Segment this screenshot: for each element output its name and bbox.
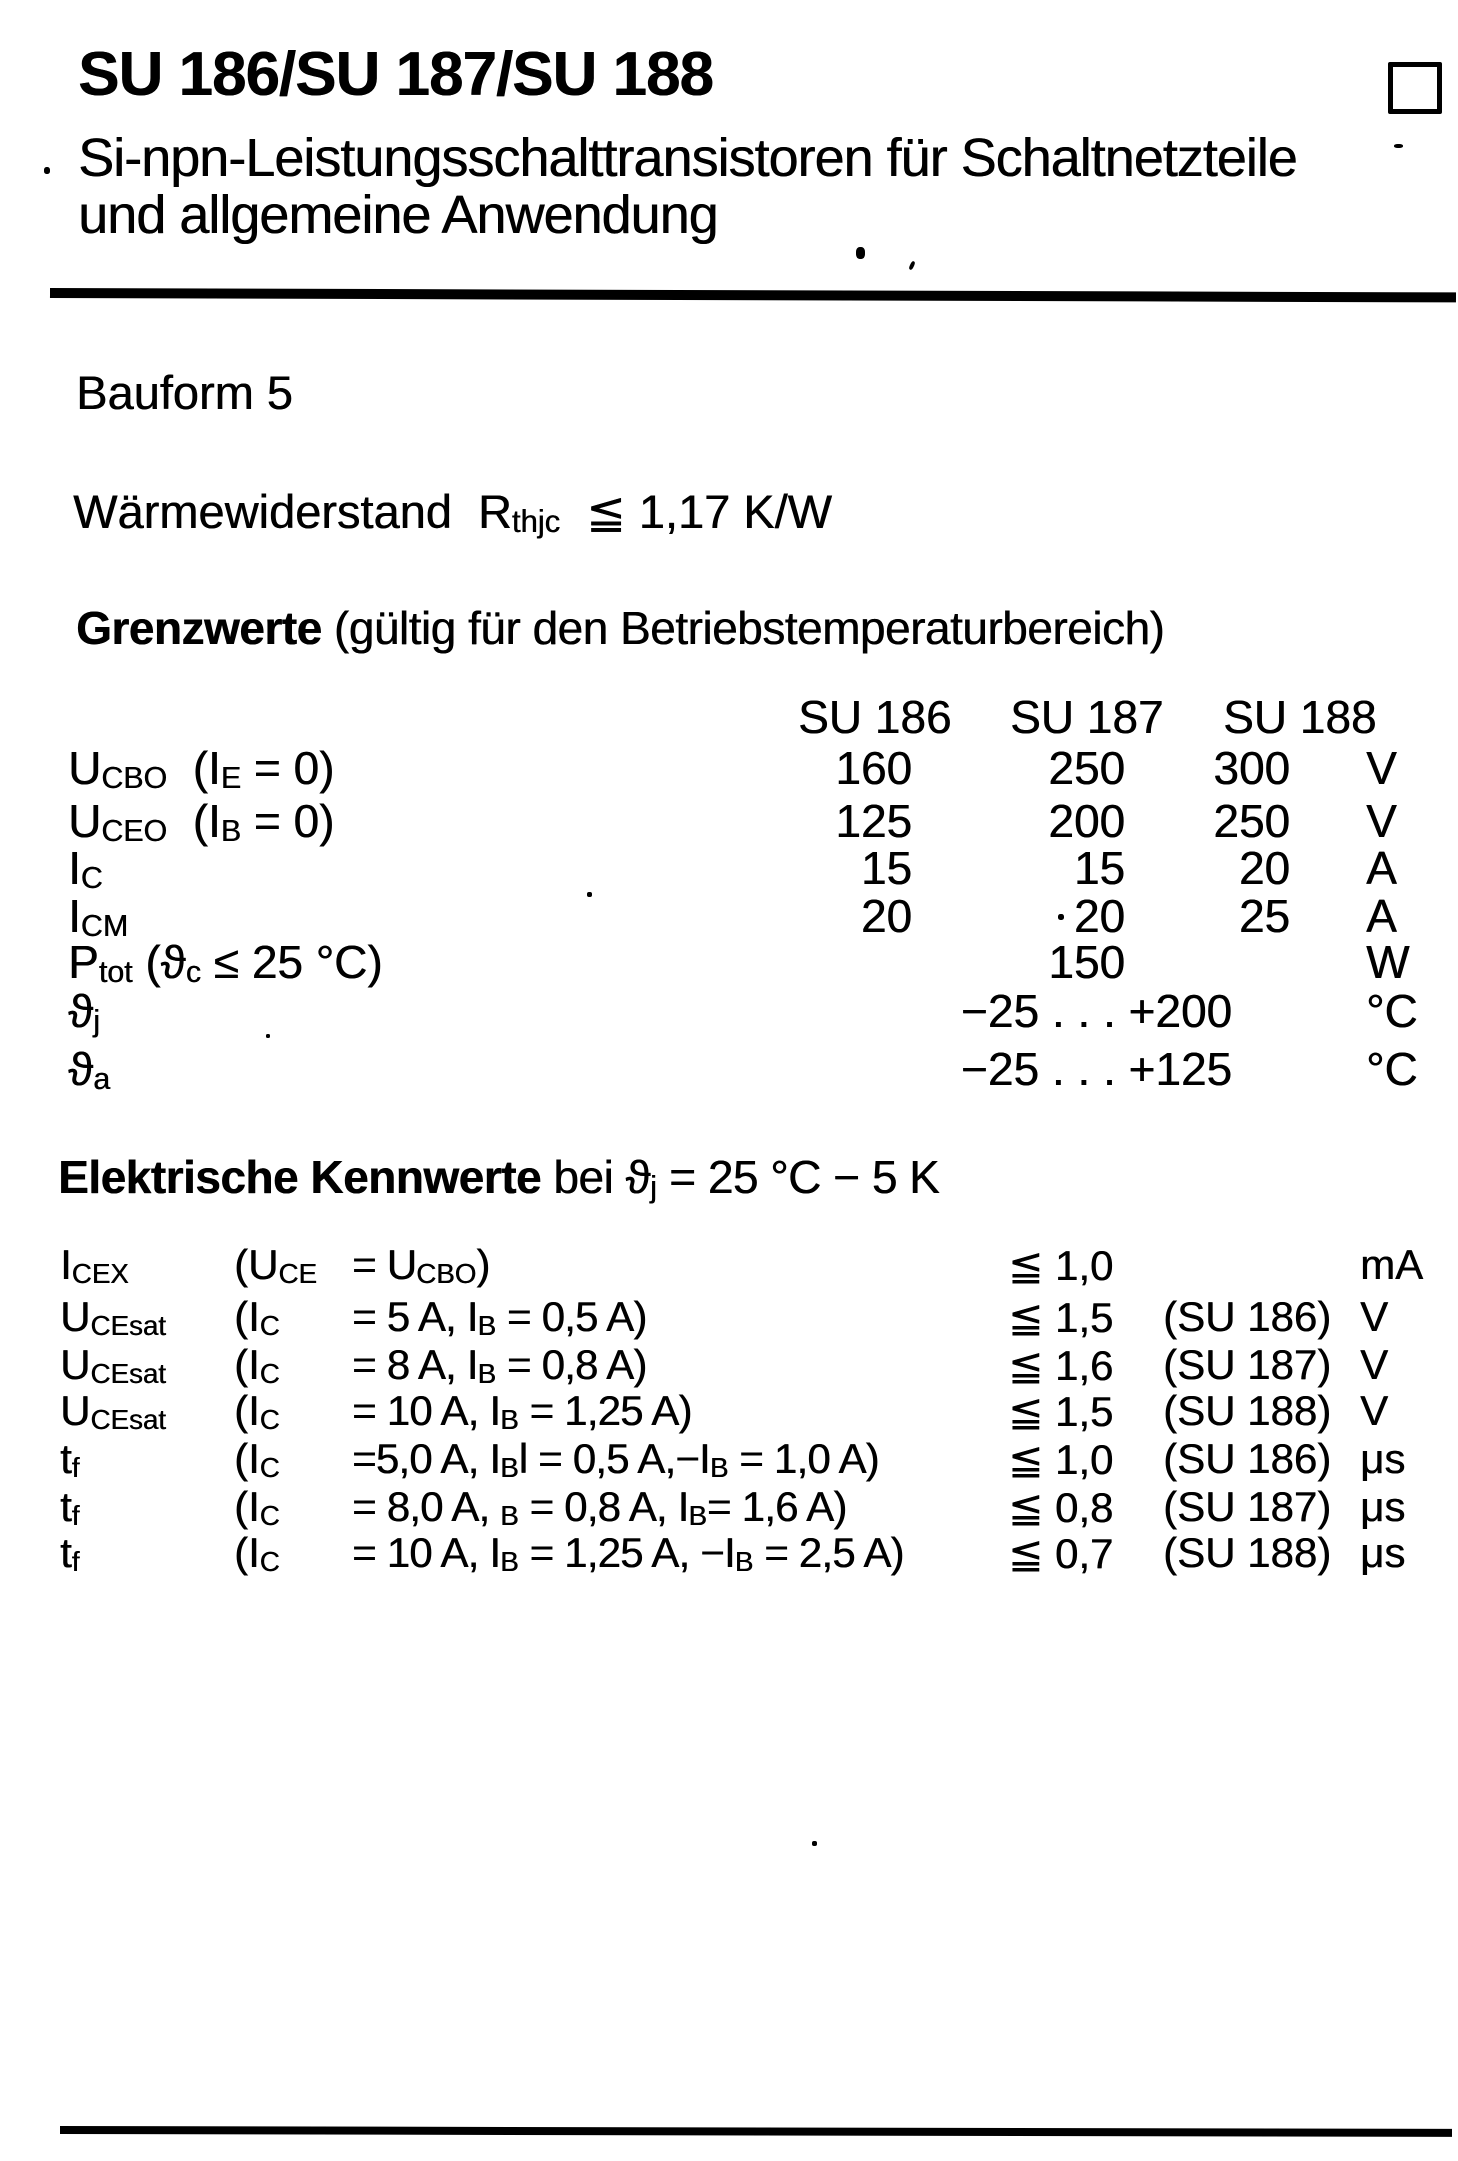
unit: V: [1366, 795, 1397, 847]
unit: A: [1366, 890, 1397, 942]
divider-bottom: [60, 2126, 1452, 2137]
device-variant: (SU 188): [1163, 1387, 1332, 1434]
value-range: −25 . . . +200: [960, 985, 1232, 1037]
condition-lhs: ($I_C$: [234, 1341, 280, 1389]
kennwerte-heading: [58, 1152, 939, 1204]
scan-speck: [44, 167, 50, 174]
column-header-su186: SU 186: [798, 691, 952, 743]
value-su186: 125: [835, 795, 912, 847]
scan-speck: [908, 261, 915, 271]
condition-lhs: ($I_C$: [234, 1387, 280, 1435]
device-variant: (SU 188): [1163, 1529, 1332, 1576]
param-symbol: $t_f$: [60, 1435, 80, 1483]
param-symbol: $t_f$: [60, 1483, 80, 1531]
bauform-label: Bauform 5: [76, 366, 293, 419]
condition-rhs: = 10 A, $I_B = 1,25$ A): [352, 1387, 692, 1435]
column-header-su188: SU 188: [1223, 691, 1377, 743]
unit: °C: [1366, 1043, 1418, 1095]
limit-value: ≦ 0,7: [1008, 1530, 1114, 1577]
param-symbol: $U_{CEsat}$: [60, 1293, 166, 1341]
unit: V: [1366, 742, 1397, 794]
divider-top: [50, 288, 1456, 302]
condition-rhs: = 8,0 A, $_B$ = 0,8 A, $I_B= 1,6$ A): [352, 1483, 847, 1531]
unit: W: [1366, 936, 1410, 988]
condition-rhs: =5,0 A, $I_Bl = 0,5$ $A,-I_B = 1,0$ A): [352, 1435, 879, 1483]
value-su186: 20: [860, 890, 912, 942]
limit-value: ≦ 1,0: [1008, 1436, 1114, 1483]
corner-checkbox: [1388, 62, 1442, 114]
param-symbol: $ϑ_j$: [68, 985, 100, 1039]
value-su188: 250: [1213, 795, 1290, 847]
condition-lhs: ($I_C$: [234, 1483, 280, 1531]
kennwerte-condition-subscript: j: [650, 1171, 657, 1205]
value-su186: 15: [860, 842, 912, 894]
unit: °C: [1366, 985, 1418, 1037]
param-symbol: $P_{tot}$ ($ϑ_c \le 25$ °C): [68, 936, 383, 990]
unit: V: [1360, 1387, 1389, 1434]
device-variant: (SU 187): [1163, 1341, 1332, 1388]
scan-speck: [1394, 144, 1403, 148]
value-su188: 300: [1213, 742, 1290, 794]
grenzwerte-heading: [76, 603, 1164, 655]
device-variant: (SU 187): [1163, 1483, 1332, 1530]
kennwerte-condition: bei ϑ: [540, 1151, 651, 1203]
param-symbol: $U_{CEsat}$: [60, 1341, 166, 1389]
value-su187: 15: [1073, 842, 1125, 894]
unit: V: [1360, 1341, 1389, 1388]
scan-speck: [587, 892, 592, 897]
unit: mA: [1360, 1241, 1423, 1288]
grenzwerte-subtitle: (gültig für den Betriebstemperaturbereich): [321, 602, 1165, 654]
param-symbol: $U_{CEO}$ $(I_B = 0)$: [68, 795, 335, 849]
value-su186: 160: [835, 742, 912, 794]
device-variant: (SU 186): [1163, 1293, 1332, 1340]
thermal-resistance-line: [73, 486, 832, 539]
kennwerte-condition-value: = 25 °C − 5 K: [656, 1151, 940, 1203]
unit: μs: [1360, 1435, 1406, 1482]
param-symbol: $I_{CEX}$: [60, 1241, 129, 1289]
unit: μs: [1360, 1529, 1406, 1576]
param-symbol: $U_{CEsat}$: [60, 1387, 166, 1435]
kennwerte-title: Elektrische Kennwerte: [58, 1151, 541, 1203]
limit-value: ≦ 1,0: [1008, 1242, 1114, 1289]
param-symbol: $I_C$: [68, 842, 103, 896]
condition-lhs: ($I_C$: [234, 1529, 280, 1577]
value-range: −25 . . . +125: [960, 1043, 1232, 1095]
condition-lhs: ($U_{CE}$: [234, 1241, 317, 1289]
limit-value: ≦ 1,5: [1008, 1294, 1114, 1341]
param-symbol: $I_{CM}$: [68, 890, 128, 944]
unit: A: [1366, 842, 1397, 894]
param-symbol: $U_{CBO}$ $(I_E = 0)$: [68, 742, 335, 796]
scan-speck: [856, 247, 865, 259]
limit-value: ≦ 1,5: [1008, 1388, 1114, 1435]
value-su188: 20: [1238, 842, 1290, 894]
thermal-value: ≦ 1,17 K/W: [560, 485, 832, 538]
scan-speck: [266, 1034, 270, 1038]
thermal-subscript: thjc: [511, 504, 561, 540]
condition-lhs: ($I_C$: [234, 1435, 280, 1483]
param-symbol: $t_f$: [60, 1529, 80, 1577]
unit: V: [1360, 1293, 1389, 1340]
grenzwerte-title: Grenzwerte: [76, 602, 322, 654]
page-title: SU 186/SU 187/SU 188: [78, 40, 713, 109]
param-symbol: $ϑ_a$: [68, 1043, 111, 1097]
thermal-text: Wärmewiderstand R: [73, 485, 512, 538]
value-su187: 200: [1048, 795, 1125, 847]
condition-rhs: = 5 A, $I_B = 0,5$ A): [352, 1293, 647, 1341]
value-su187: 20: [1073, 890, 1125, 942]
condition-rhs: = 8 A, $I_B = 0,8$ A): [352, 1341, 647, 1389]
condition-lhs: ($I_C$: [234, 1293, 280, 1341]
device-variant: (SU 186): [1163, 1435, 1332, 1482]
page-subtitle-line2: und allgemeine Anwendung: [78, 185, 718, 245]
limit-value: ≦ 1,6: [1008, 1342, 1114, 1389]
scan-speck: [812, 1841, 817, 1846]
page-subtitle-line1: Si-npn-Leistungsschalttransistoren für Schaltnetzteile: [78, 128, 1297, 188]
limit-value: ≦ 0,8: [1008, 1484, 1114, 1531]
condition-rhs: = $U_{CBO}$): [352, 1241, 490, 1289]
value-su187: 250: [1048, 742, 1125, 794]
condition-rhs: = 10 A, $I_B = 1,25$ A, $-I_B = 2,5$ A): [352, 1529, 904, 1577]
column-header-su187: SU 187: [1010, 691, 1164, 743]
unit: μs: [1360, 1483, 1406, 1530]
value-su188: 25: [1238, 890, 1290, 942]
scan-speck: [1058, 914, 1064, 920]
value-all-types: 150: [1048, 936, 1125, 988]
